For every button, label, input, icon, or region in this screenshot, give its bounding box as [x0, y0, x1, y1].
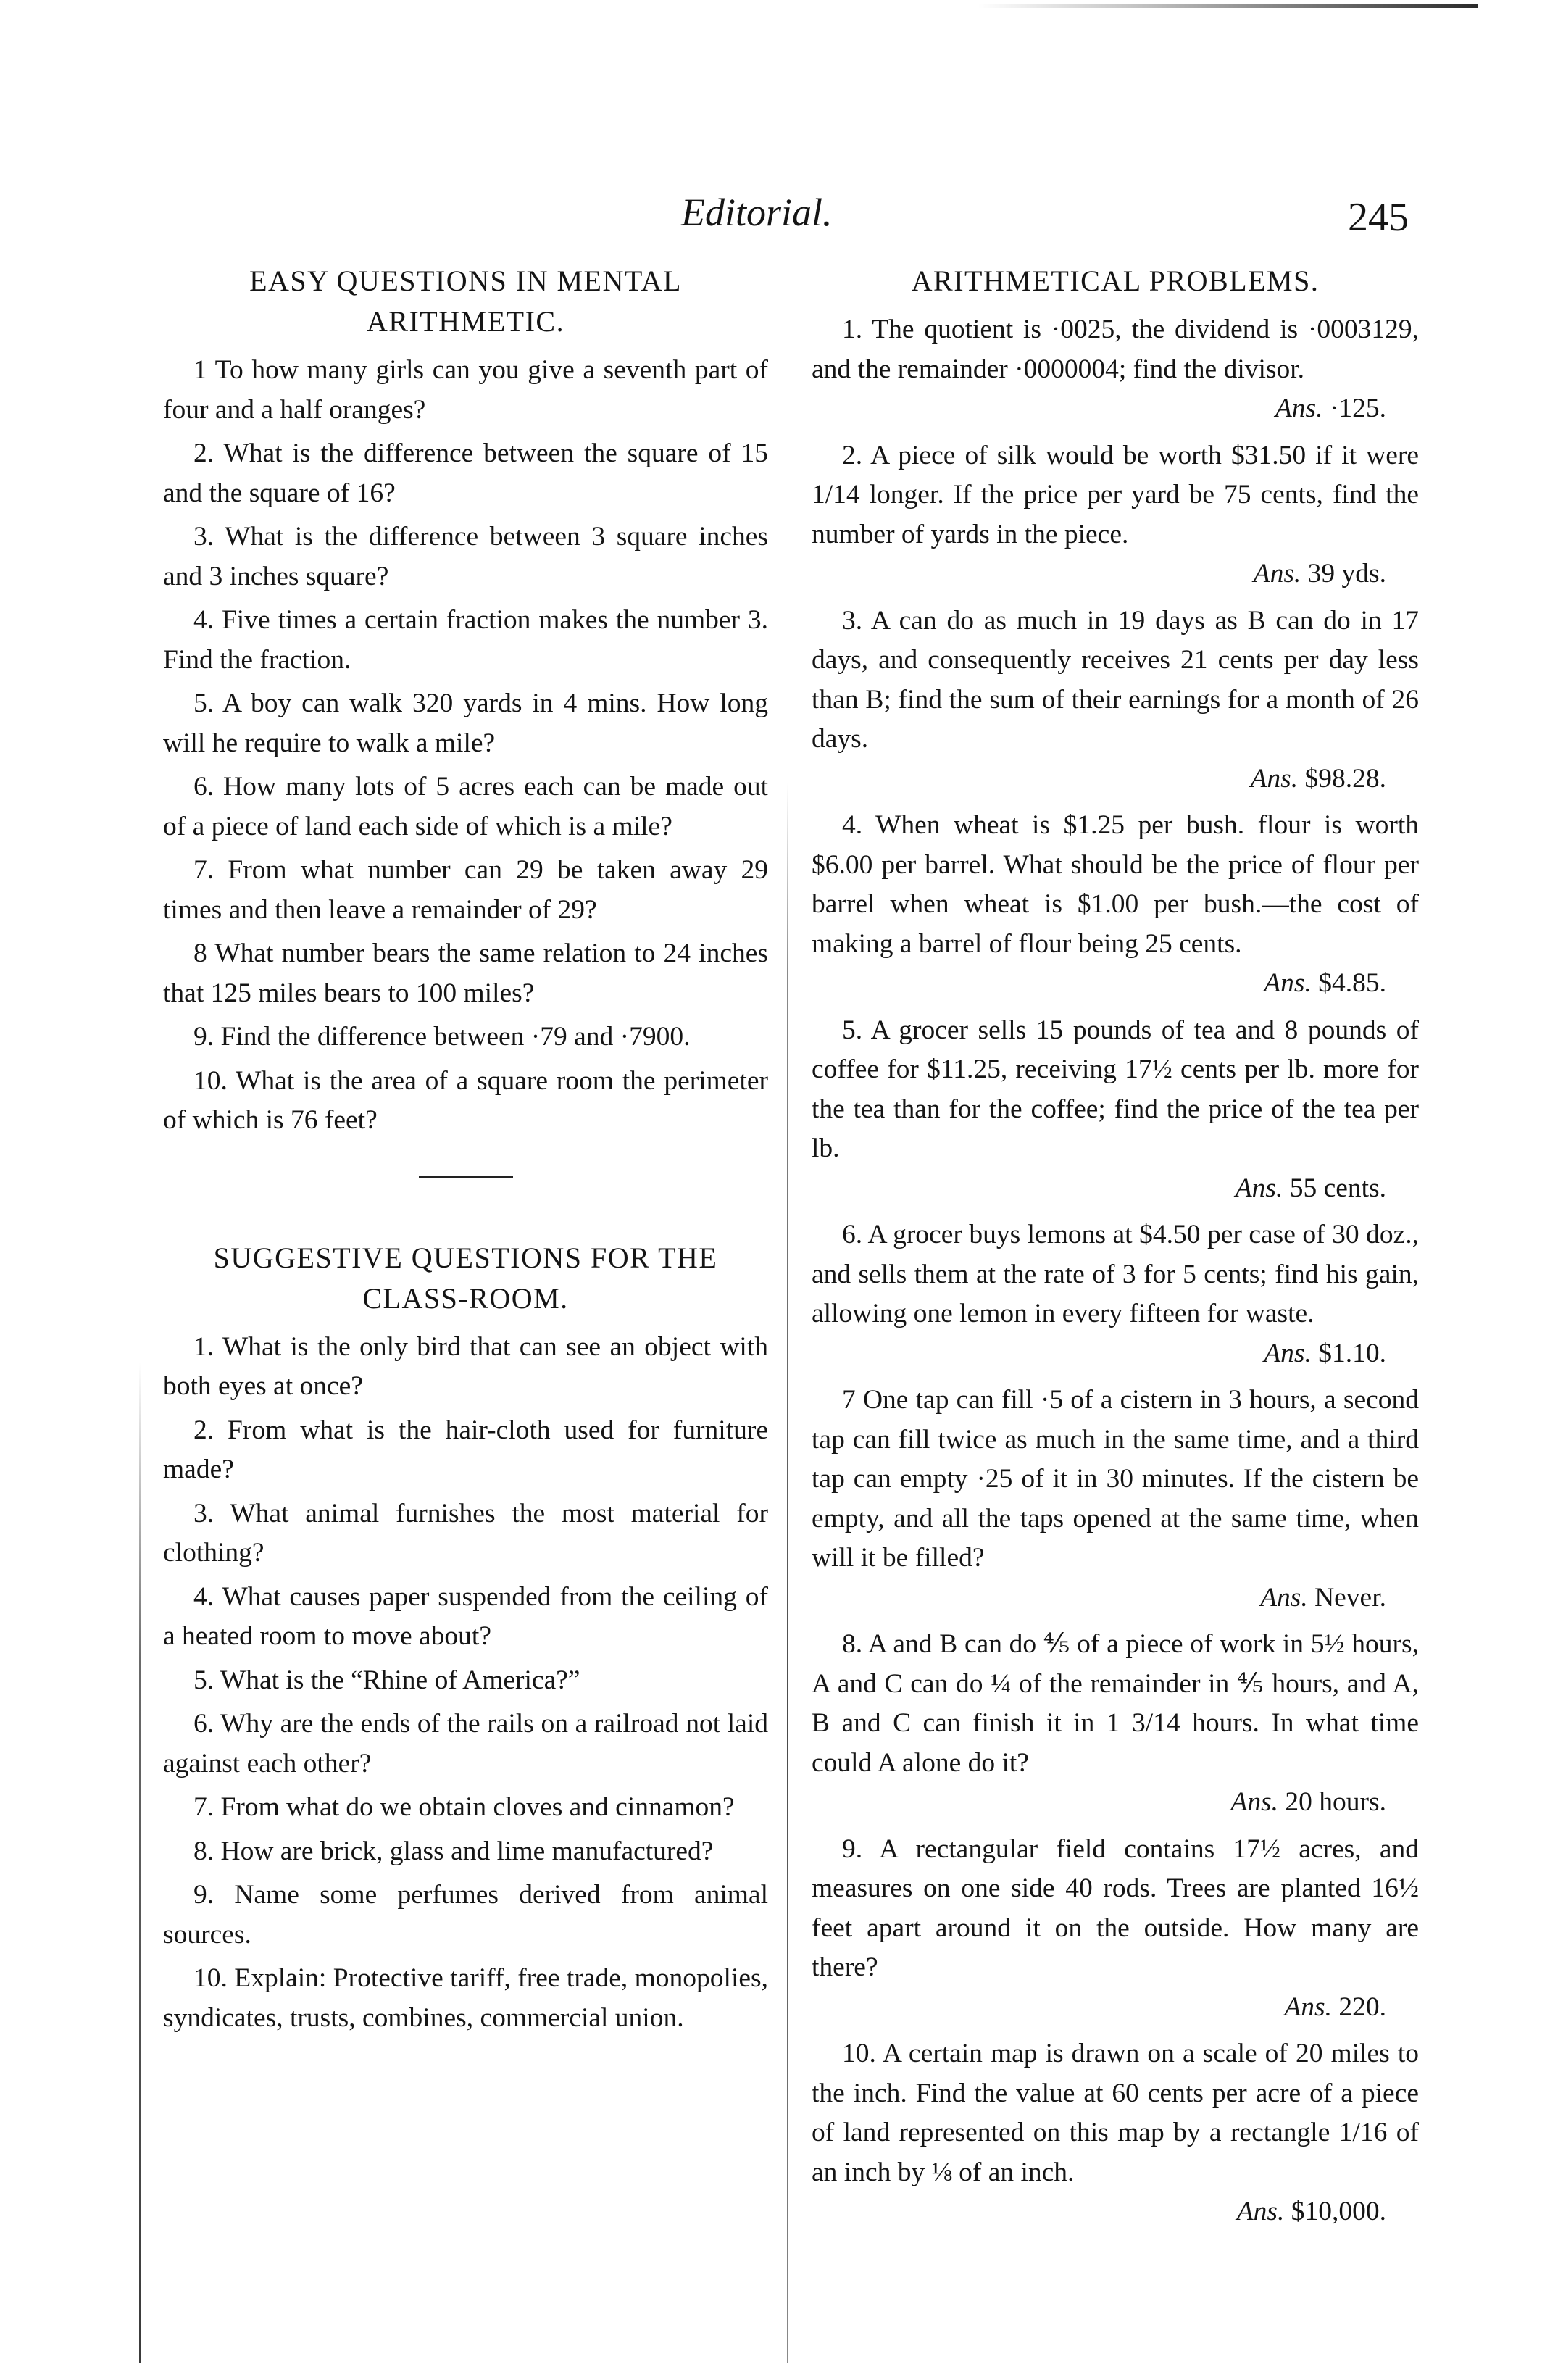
problem-item	[812, 436, 1419, 594]
answer-value: $98.28.	[1304, 763, 1386, 794]
answer-label: Ans.	[1236, 2197, 1285, 2226]
list-item: 8. How are brick, glass and lime manufactured?	[193, 1836, 714, 1866]
left-column	[163, 261, 768, 2042]
list-item: 8 What number bears the same relation to 24 inches that 125 miles bears to 100 miles?	[163, 939, 768, 1008]
list-item: 6. Why are the ends of the rails on a railroad not laid against each other?	[163, 1709, 768, 1778]
problem-text: 3. A can do as much in 19 days as B can do in 17 days, and consequently receives 21 cents per day less than B; find the sum of their earnings for a month of 26 days.	[812, 605, 1419, 754]
problem-text: 5. A grocer sells 15 pounds of tea and 8 pounds of coffee for $11.25, receiving 17½ cents per lb. more for the tea than for the coffee; find the price of the tea per lb.	[812, 1015, 1419, 1163]
answer-label: Ans.	[1264, 968, 1312, 998]
answer-label: Ans.	[1253, 559, 1301, 588]
answer	[812, 554, 1419, 594]
list-item: 1. What is the only bird that can see an object with both eyes at once?	[163, 1331, 768, 1401]
answer-label: Ans.	[1284, 1992, 1332, 2022]
answer-value: 20 hours.	[1285, 1787, 1386, 1817]
list-item: 5. A boy can walk 320 yards in 4 mins. How long will he require to walk a mile?	[163, 688, 768, 758]
section-title-mental-arithmetic: EASY QUESTIONS IN MENTAL ARITHMETIC.	[249, 265, 682, 338]
answer-value: ·125.	[1329, 394, 1386, 423]
answer-label: Ans.	[1264, 1338, 1312, 1368]
list-item: 1 To how many girls can you give a seventh part of four and a half oranges?	[163, 355, 768, 425]
answer-value: Never.	[1314, 1582, 1386, 1613]
list-item: 7. From what number can 29 be taken away 29 times and then leave a remainder of 29?	[163, 855, 768, 925]
problem-item	[812, 1381, 1419, 1618]
answer-label: Ans.	[1275, 394, 1323, 423]
list-item: 10. What is the area of a square room the perimeter of which is 76 feet?	[163, 1065, 768, 1135]
problem-text: 10. A certain map is drawn on a scale of 20 miles to the inch. Find the value at 60 cents per acre of a piece of land represented on this map by a rectangle 1/16 of an inch by ⅛ of an inch.	[812, 2039, 1419, 2187]
problem-text: 9. A rectangular field contains 17½ acres, and measures on one side 40 rods. Trees are planted 16½ feet apart around it on the outside. How many are there?	[812, 1834, 1419, 1982]
problem-item	[812, 2034, 1419, 2232]
list-item: 6. How many lots of 5 acres each can be made out of a piece of land each side of which is a mile?	[163, 772, 768, 841]
list-item: 2. What is the difference between the square of 15 and the square of 16?	[163, 438, 768, 508]
answer	[812, 1334, 1419, 1374]
page-number: 245	[1348, 195, 1409, 240]
problem-item	[812, 1830, 1419, 2028]
list-item: 4. Five times a certain fraction makes the number 3. Find the fraction.	[163, 605, 768, 675]
answer-value: $10,000.	[1291, 2197, 1386, 2226]
problem-text: 4. When wheat is $1.25 per bush. flour is worth $6.00 per barrel. What should be the price of flour per barrel when wheat is $1.00 per bush.—the cost of making a barrel of flour being 25 cents.	[812, 810, 1419, 959]
list-item: 2. From what is the hair-cloth used for furniture made?	[163, 1415, 768, 1484]
answer-label: Ans.	[1235, 1173, 1283, 1203]
problem-item	[812, 1011, 1419, 1209]
section-separator	[419, 1176, 513, 1178]
page-edge-line	[139, 1362, 141, 2363]
answer-label: Ans.	[1230, 1787, 1279, 1817]
answer-label: Ans.	[1250, 763, 1299, 794]
problem-text: 1. The quotient is ·0025, the dividend is ·0003129, and the remainder ·0000004; find the divisor.	[812, 315, 1419, 384]
mental-arithmetic-questions	[163, 351, 768, 1141]
answer-value: 220.	[1338, 1992, 1386, 2022]
answer-label: Ans.	[1260, 1582, 1308, 1613]
problem-item	[812, 806, 1419, 1004]
list-item: 4. What causes paper suspended from the ceiling of a heated room to move about?	[163, 1581, 768, 1651]
list-item: 10. Explain: Protective tariff, free trade, monopolies, syndicates, trusts, combines, commercial union.	[163, 1963, 768, 2033]
answer	[812, 760, 1419, 799]
problem-text: 6. A grocer buys lemons at $4.50 per case of 30 doz., and sells them at the rate of 3 for 5 cents; find his gain, allowing one lemon in every fifteen for waste.	[812, 1220, 1419, 1328]
answer	[812, 1578, 1419, 1618]
problem-item	[812, 1215, 1419, 1373]
section-title-suggestive-questions: SUGGESTIVE QUESTIONS FOR THE CLASS-ROOM.	[213, 1241, 718, 1315]
list-item: 5. What is the “Rhine of America?”	[193, 1665, 580, 1695]
suggestive-questions	[163, 1328, 768, 2039]
problem-item	[812, 310, 1419, 429]
column-divider	[787, 783, 788, 2363]
list-item: 3. What animal furnishes the most material for clothing?	[163, 1498, 768, 1568]
running-header-title: Editorial.	[681, 191, 833, 234]
problem-item	[812, 602, 1419, 799]
answer	[812, 1783, 1419, 1823]
answer	[812, 389, 1419, 429]
top-edge-rule	[978, 4, 1478, 8]
list-item: 9. Name some perfumes derived from animal sources.	[163, 1880, 768, 1950]
right-column	[812, 261, 1419, 2239]
problem-item	[812, 1625, 1419, 1823]
answer-value: $4.85.	[1318, 968, 1386, 998]
section-title-arithmetical-problems: ARITHMETICAL PROBLEMS.	[911, 265, 1320, 297]
list-item: 7. From what do we obtain cloves and cinnamon?	[193, 1792, 735, 1822]
answer	[812, 2192, 1419, 2232]
problem-text: 2. A piece of silk would be worth $31.50 if it were 1/14 longer. If the price per yard be 75 cents, find the number of yards in the piece.	[812, 440, 1419, 549]
answer	[812, 964, 1419, 1004]
problem-text: 7 One tap can fill ·5 of a cistern in 3 hours, a second tap can fill twice as much in the same time, and a third tap can empty ·25 of it in 30 minutes. If the cistern be empty, and all the taps opened at the same time, when will it be filled?	[812, 1385, 1419, 1573]
answer-value: $1.10.	[1318, 1338, 1386, 1368]
problem-text: 8. A and B can do ⅘ of a piece of work in 5½ hours, A and C can do ¼ of the remainder in ⅘ hours, and A, B and C can finish it in 1 3/14 hours. In what time could A alone do it?	[812, 1629, 1419, 1778]
list-item: 3. What is the difference between 3 square inches and 3 inches square?	[163, 522, 768, 591]
answer-value: 55 cents.	[1289, 1173, 1386, 1203]
answer-value: 39 yds.	[1307, 559, 1386, 588]
answer	[812, 1169, 1419, 1209]
answer	[812, 1988, 1419, 2028]
list-item: 9. Find the difference between ·79 and ·7900.	[193, 1022, 691, 1052]
